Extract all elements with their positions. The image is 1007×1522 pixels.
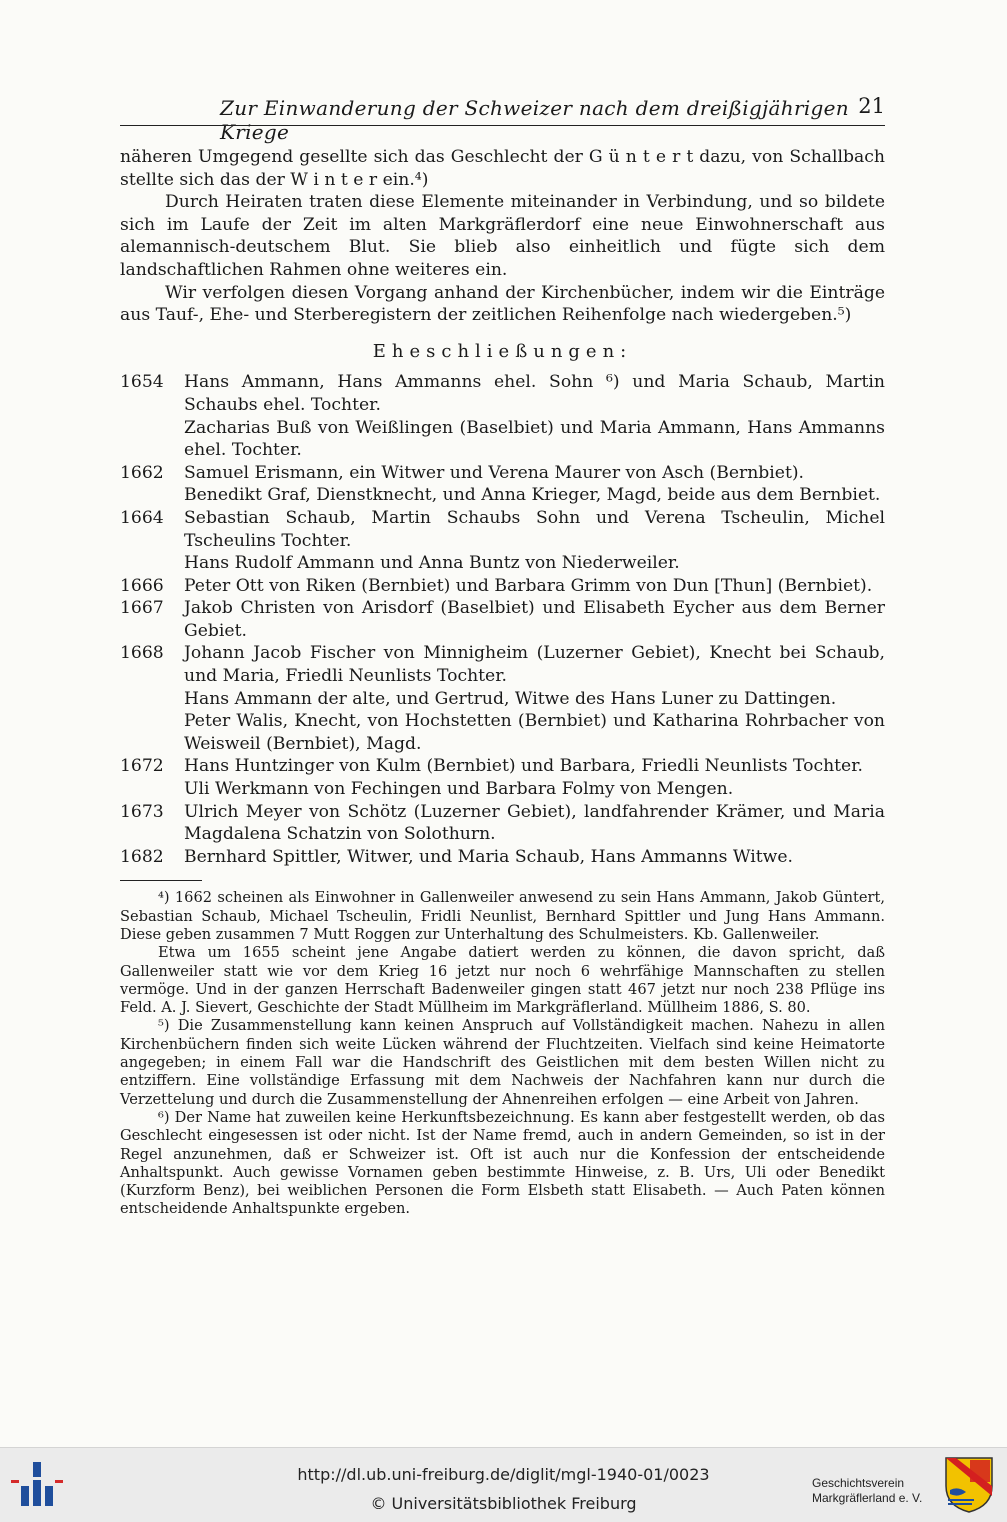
society-line: Geschichtsverein	[812, 1476, 905, 1490]
marriage-entry	[120, 462, 885, 485]
coat-of-arms-icon[interactable]	[944, 1456, 994, 1514]
viewer-footer	[0, 1447, 1007, 1522]
entry-text: Jakob Christen von Arisdorf (Baselbiet) und Elisabeth Eycher aus dem Berner Gebiet.	[184, 598, 885, 641]
marriage-entry	[120, 755, 885, 778]
entry-year: 1664	[120, 507, 164, 528]
entry-year: 1662	[120, 462, 164, 483]
entry-year: 1673	[120, 801, 164, 822]
society-line: Markgräflerland e. V.	[812, 1491, 923, 1505]
entry-year: 1668	[120, 643, 164, 664]
footnote: ⁶) Der Name hat zuweilen keine Herkunftsbezeichnung. Es kann aber festgestellt werden, ob das Geschlecht eingesessen ist oder nicht. Ist der Name fremd, auch in andern Gemeinden, so ist in der Regel anzunehmen, daß er Schweizer ist. Oft ist auch nur die Konfession der entscheidende Anhaltspunkt. Auch gewisse Vornamen geben bestimmte Hinweise, z. B. Urs, Uli oder Benedikt (Kurzform Benz), bei weiblichen Personen die Form Elsbeth statt Elisabeth. — Auch Paten können entscheidende Anhaltspunkte ergeben.	[120, 1108, 885, 1218]
marriage-entry	[120, 507, 885, 552]
entry-text: Peter Ott von Riken (Bernbiet) und Barbara Grimm von Dun [Thun] (Bernbiet).	[184, 575, 873, 596]
section-title: Eheschließungen:	[372, 340, 633, 362]
marriage-entry	[120, 642, 885, 687]
marriage-entry	[120, 575, 885, 598]
footnotes	[120, 889, 885, 1218]
footnote: Etwa um 1655 scheint jene Angabe datiert werden zu können, die davon spricht, daß Gallenweiler statt wie vor dem Krieg 16 jetzt nur noch 6 wehrfähige Mannschaften zu stellen vermöge. Und in der ganzen Herrschaft Badenweiler gingen statt 467 jetzt nur noch 238 Pflüge ins Feld. A. J. Sievert, Geschichte der Stadt Müllheim im Markgräflerland. Müllheim 1886, S. 80.	[120, 944, 885, 1017]
footnote-rule	[120, 880, 202, 881]
footnote: ⁴) 1662 scheinen als Einwohner in Gallenweiler anwesend zu sein Hans Ammann, Jakob Güntert, Sebastian Schaub, Michael Tscheulin, Fridli Neunlist, Bernhard Spittler und Jung Hans Ammann. Diese geben zusammen 7 Mutt Roggen zur Unterhaltung des Schulmeisters. Kb. Gallenweiler.	[120, 889, 885, 943]
entry-text: Ulrich Meyer von Schötz (Luzerner Gebiet), landfahrender Krämer, und Maria Magdalena Schatzin von Solothurn.	[184, 801, 885, 845]
marriage-entry: Hans Ammann der alte, und Gertrud, Witwe des Hans Luner zu Dattingen.	[184, 688, 837, 709]
entry-year: 1654	[120, 372, 164, 393]
entry-text: Sebastian Schaub, Martin Schaubs Sohn und Verena Tscheulin, Michel Tscheulins Tochter.	[184, 507, 885, 551]
entry-text: Samuel Erismann, ein Witwer und Verena Maurer von Asch (Bernbiet).	[184, 462, 805, 483]
running-title: Zur Einwanderung der Schweizer nach dem dreißigjährigen Kriege	[220, 96, 849, 144]
paragraph: näheren Umgegend gesellte sich das Geschlecht der G ü n t e r t dazu, von Schallbach stellte sich das der W i n t e r ein.⁴)	[120, 147, 885, 190]
marriage-list	[120, 371, 885, 868]
marriage-entry	[120, 801, 885, 846]
marriage-entry	[120, 597, 885, 642]
marriage-entry	[120, 846, 885, 869]
marriage-entry: Zacharias Buß von Weißlingen (Baselbiet) und Maria Ammann, Hans Ammanns ehel. Tochter.	[184, 417, 885, 461]
body-text	[120, 146, 885, 1219]
marriage-entry: Hans Rudolf Ammann und Anna Buntz von Niederweiler.	[184, 553, 680, 574]
page-number: 21	[858, 94, 885, 118]
marriage-entry: Peter Walis, Knecht, von Hochstetten (Bernbiet) und Katharina Rohrbacher von Weisweil (Bernbiet), Magd.	[184, 711, 885, 754]
society-name	[812, 1476, 922, 1506]
entry-text: Bernhard Spittler, Witwer, und Maria Schaub, Hans Ammanns Witwe.	[184, 846, 793, 867]
entry-text: Hans Huntzinger von Kulm (Bernbiet) und Barbara, Friedli Neunlists Tochter.	[184, 756, 864, 777]
header-rule	[120, 125, 885, 126]
copyright-notice: © Universitätsbibliothek Freiburg	[370, 1494, 637, 1513]
footnote: ⁵) Die Zusammenstellung kann keinen Anspruch auf Vollständigkeit machen. Nahezu in allen Kirchenbüchern finden sich weite Lücken während der Fluchtzeiten. Vielfach sind keine Heimatorte angegeben; in einem Fall war die Handschrift des Geistlichen mit dem besten Willen nicht zu entziffern. Eine vollständige Erfassung mit dem Nachweis der Nachfahren kann nur durch die Verzettelung und durch die Zusammenstellung der Ahnenreihen erfolgen — eine Arbeit von Jahren.	[120, 1017, 885, 1108]
paragraph: Durch Heiraten traten diese Elemente miteinander in Verbindung, und so bildete sich im Laufe der Zeit im alten Markgräflerdorf eine neue Einwohnerschaft aus alemannisch-deutschem Blut. Sie blieb also einheitlich und fügte sich dem landschaftlichen Rahmen ohne weiteres ein.	[120, 192, 885, 280]
entry-year: 1667	[120, 598, 164, 619]
running-header	[120, 92, 885, 144]
entry-text: Johann Jacob Fischer von Minnigheim (Luzerner Gebiet), Knecht bei Schaub, und Maria, Friedli Neunlists Tochter.	[184, 643, 885, 687]
marriage-entry	[120, 371, 885, 416]
marriage-entry: Benedikt Graf, Dienstknecht, und Anna Krieger, Magd, beide aus dem Bernbiet.	[184, 485, 881, 506]
marriage-entry: Uli Werkmann von Fechingen und Barbara Folmy von Mengen.	[184, 779, 734, 800]
entry-year: 1682	[120, 846, 164, 867]
paragraph: Wir verfolgen diesen Vorgang anhand der Kirchenbücher, indem wir die Einträge aus Tauf-, Ehe- und Sterberegistern der zeitlichen Reihenfolge nach wiedergeben.⁵)	[120, 282, 885, 326]
permalink-url[interactable]: http://dl.ub.uni-freiburg.de/diglit/mgl-1940-01/0023	[297, 1465, 710, 1484]
entry-year: 1666	[120, 575, 164, 596]
entry-text: Hans Ammann, Hans Ammanns ehel. Sohn ⁶) und Maria Schaub, Martin Schaubs ehel. Tochter.	[184, 372, 885, 415]
entry-year: 1672	[120, 756, 164, 777]
